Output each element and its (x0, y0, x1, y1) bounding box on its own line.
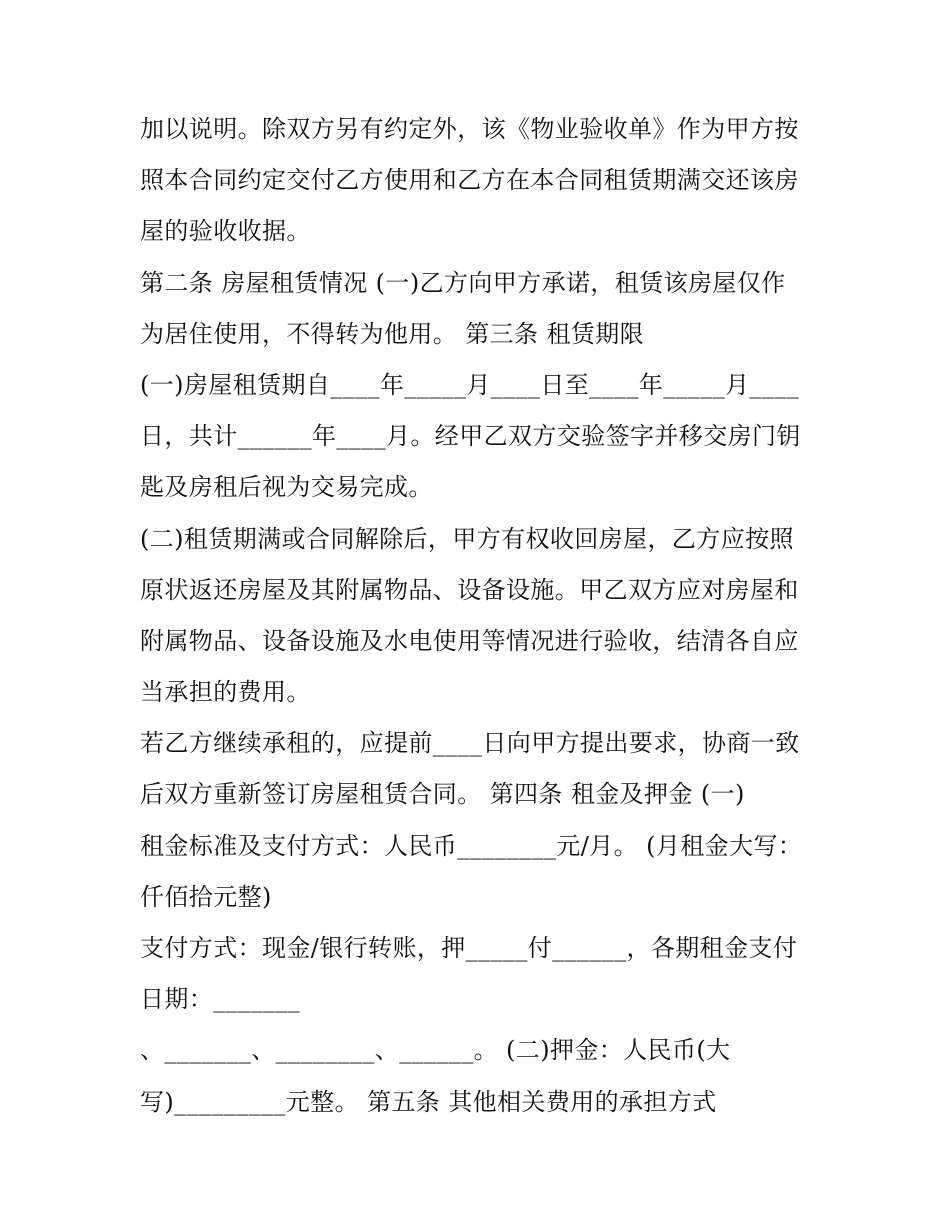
text-line: 支付方式：现金/银行转账，押_____付______，各期租金支付 (140, 934, 798, 962)
text-line: (一)房屋租赁期自____年_____月____日至____年_____月____ (140, 370, 800, 399)
text-line: 匙及房租后视为交易完成。 (140, 473, 433, 502)
text-line: 写)_________元整。 第五条 其他相关费用的承担方式 (140, 1087, 717, 1116)
text-line: 屋的验收收据。 (140, 217, 311, 246)
text-line: 为居住使用，不得转为他用。 第三条 租赁期限 (140, 319, 645, 348)
text-line: 仟佰拾元整) (140, 882, 272, 911)
text-line: 附属物品、设备设施及水电使用等情况进行验收，结清各自应 (140, 626, 799, 655)
text-line: 当承担的费用。 (140, 678, 311, 707)
text-line: 原状返还房屋及其附属物品、设备设施。甲乙双方应对房屋和 (140, 575, 799, 604)
contract-text-body (140, 104, 830, 1128)
text-line: 若乙方继续承租的，应提前____日向甲方提出要求，协商一致 (140, 729, 800, 758)
text-line: 第二条 房屋租赁情况 (一)乙方向甲方承诺，租赁该房屋仅作 (140, 268, 786, 297)
text-line: 照本合同约定交付乙方使用和乙方在本合同租赁期满交还该房 (140, 166, 799, 195)
text-line: (二)租赁期满或合同解除后，甲方有权收回房屋，乙方应按照 (140, 524, 794, 553)
text-line: 日期：_______ (140, 985, 300, 1014)
text-line: 日，共计______年____月。经甲乙双方交验签字并移交房门钥 (140, 422, 801, 451)
text-line: 加以说明。除双方另有约定外，该《物业验收单》作为甲方按 (140, 115, 799, 143)
text-line: 、_______、________、______。 (二)押金：人民币(大 (140, 1036, 731, 1065)
text-line: 后双方重新签订房屋租赁合同。 第四条 租金及押金 (一) (140, 780, 745, 809)
text-line: 租金标准及支付方式：人民币________元/月。 (月租金大写： (140, 831, 803, 860)
